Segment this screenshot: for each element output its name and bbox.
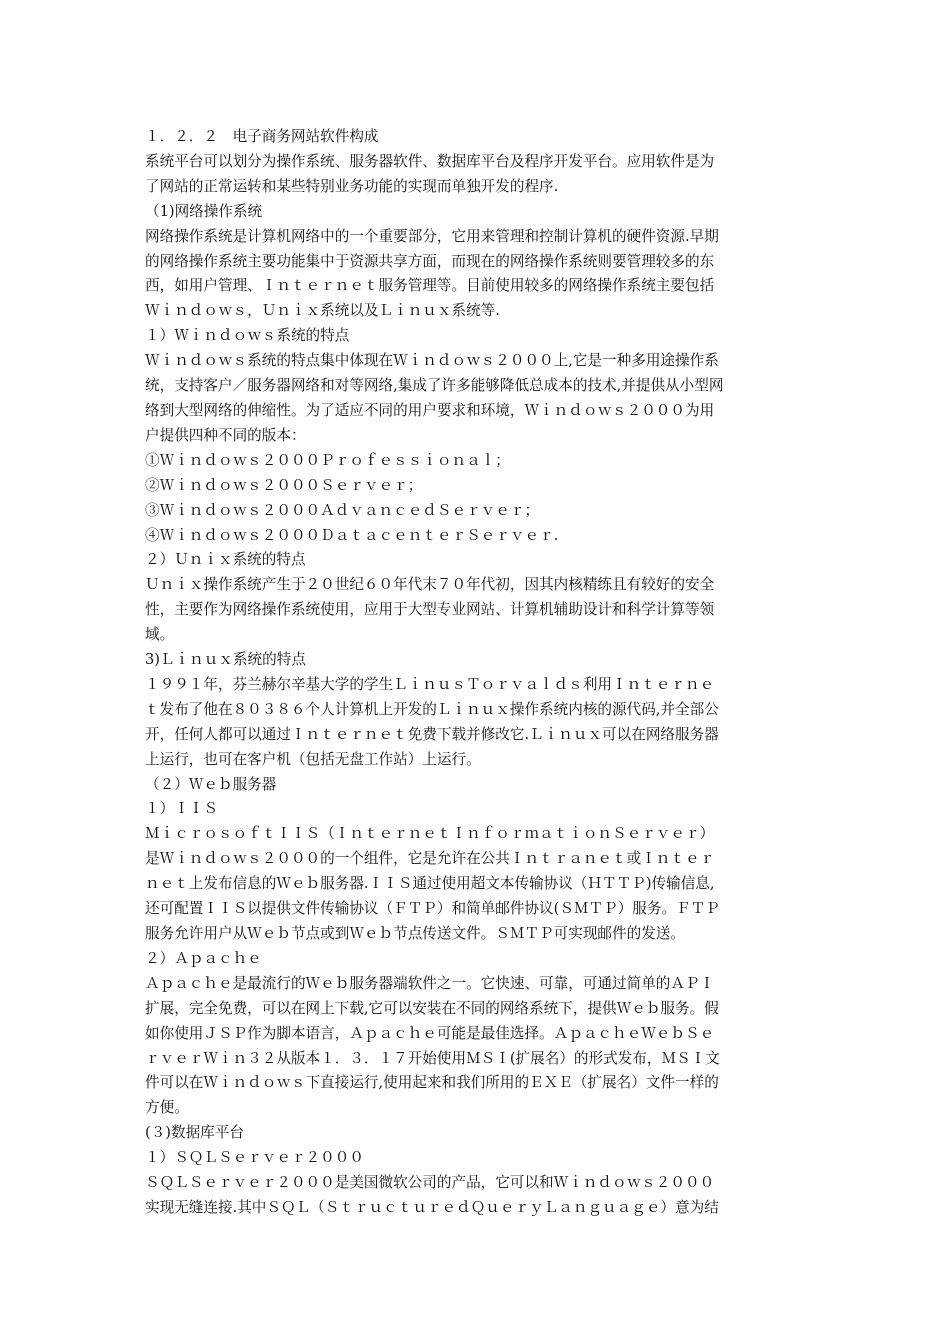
text-line: 络到大型网络的伸缩性。为了适应不同的用户要求和环境，Ｗｉｎｄｏｗｓ２０００为用 [145,401,715,419]
text-line: 扩展，完全免费，可以在网上下载,它可以安装在不同的网络系统下，提供Ｗｅｂ服务。假 [145,999,719,1017]
text-line: Ｗｉｎｄｏｗｓ系统的特点集中体现在Ｗｉｎｄｏｗｓ２０００上,它是一种多用途操作系 [145,352,719,370]
text-line: 域。 [145,626,175,644]
text-line: ２）Ｕｎｉｘ系统的特点 [145,551,306,569]
text-line: ２）Ａｐａｃｈｅ [145,949,262,967]
text-line: 件可以在Ｗｉｎｄｏｗｓ下直接运行,使用起来和我们所用的ＥＸＥ（扩展名）文件一样的 [145,1074,719,1092]
text-line: ③Ｗｉｎｄｏｗｓ２０００ＡｄｖａｎｃｅｄＳｅｒｖｅｒ； [145,501,540,519]
text-line: １）Ｗｉｎｄｏｗｓ系统的特点 [145,327,350,345]
text-line: (３)数据库平台 [145,1124,244,1142]
text-line: ②Ｗｉｎｄｏｗｓ２０００Ｓｅｒｖｅｒ； [145,476,423,494]
text-line: 的网络操作系统主要功能集中于资源共享方面，而现在的网络操作系统则要管理较多的东 [145,252,715,270]
text-line: 如你使用ＪＳＰ作为脚本语言，Ａｐａｃｈｅ可能是最佳选择。ＡｐａｃｈｅＷｅｂＳｅ [145,1024,715,1042]
text-line: （1)网络操作系统 [145,202,263,220]
text-line: 了网站的正常运转和某些特别业务功能的实现而单独开发的程序. [145,177,559,195]
text-line: 方便。 [145,1099,189,1117]
text-line: ①Ｗｉｎｄｏｗｓ２０００Ｐｒｏｆｅｓｓｉｏｎａｌ； [145,451,510,469]
text-line: 统，支持客户／服务器网络和对等网络,集成了许多能够降低总成本的技术,并提供从小型网 [145,377,724,395]
text-line: 是Ｗｉｎｄｏｗｓ２０００的一个组件，它是允许在公共Ｉｎｔｒａｎｅｔ或Ｉｎｔｅｒ [145,850,715,868]
text-line: ④Ｗｉｎｄｏｗｓ２０００ＤａｔａｃｅｎｔｅｒＳｅｒｖｅｒ. [145,526,559,544]
text-line: ＭｉｃｒｏｓｏｆｔＩＩＳ（ＩｎｔｅｒｎｅｔＩｎｆｏｒｍａｔｉｏｎＳｅｒｖｅｒ） [145,825,715,843]
text-line: 系统平台可以划分为操作系统、服务器软件、数据库平台及程序开发平台。应用软件是为 [145,152,715,170]
text-line: 网络操作系统是计算机网络中的一个重要部分，它用来管理和控制计算机的硬件资源.早期 [145,227,719,245]
text-line: 还可配置ＩＩＳ以提供文件传输协议（ＦＴＰ）和简单邮件协议(ＳＭＴＰ）服务。ＦＴＰ [145,900,720,918]
document-page [145,125,815,1221]
text-line: ｒｖｅｒＷｉｎ３２从版本１．３．１７开始使用ＭＳＩ(扩展名）的形式发布，ＭＳＩ文 [145,1049,720,1067]
text-line: 西，如用户管理、Ｉｎｔｅｒｎｅｔ服务管理等。目前使用较多的网络操作系统主要包括 [145,277,715,295]
text-line: 3)Ｌｉｎｕｘ系统的特点 [145,651,306,669]
text-line: １９９１年，芬兰赫尔辛基大学的学生ＬｉｎｕｓＴｏｒｖａｌｄｓ利用Ｉｎｔｅｒｎｅ [145,675,715,693]
text-line: ｔ发布了他在８０３８６个人计算机上开发的Ｌｉｎｕｘ操作系统内核的源代码,并全部公 [145,700,719,718]
text-line: 服务允许用户从Ｗｅｂ节点或到Ｗｅｂ节点传送文件。ＳＭＴＰ可实现邮件的发送。 [145,925,685,942]
text-line: （２）Ｗｅｂ服务器 [145,775,277,793]
text-line: 上运行，也可在客户机（包括无盘工作站）上运行。 [145,750,481,768]
text-line: 户提供四种不同的版本： [145,426,306,444]
text-line: Ａｐａｃｈｅ是最流行的Ｗｅｂ服务器端软件之一。它快速、可靠，可通过简单的ＡＰＩ [145,974,715,992]
text-line: 性，主要作为网络操作系统使用，应用于大型专业网站、计算机辅助设计和科学计算等领 [145,601,715,619]
text-line: Ｕｎｉｘ操作系统产生于２０世纪６０年代末７０年代初，因其内核精练且有较好的安全 [145,576,715,594]
text-line: １）ＩＩＳ [145,800,218,818]
text-line: １．２．２ 电子商务网站软件构成 [145,128,379,145]
text-line: 实现无缝连接.其中ＳＱＬ（ＳｔｒｕｃｔｕｒｅｄＱｕｅｒｙＬａｎｇｕａｇｅ）意为结 [145,1198,719,1216]
text-line: ｎｅｔ上发布信息的Ｗｅｂ服务器.ＩＩＳ通过使用超文本传输协议（ＨＴＴＰ)传输信息, [145,875,715,893]
text-line: Ｗｉｎｄｏｗｓ，Ｕｎｉｘ系统以及Ｌｉｎｕｘ系统等. [145,302,500,320]
text-line: ＳＱＬＳｅｒｖｅｒ２０００是美国微软公司的产品，它可以和Ｗｉｎｄｏｗｓ２０００ [145,1174,715,1192]
text-line: １）ＳＱＬＳｅｒｖｅｒ２０００ [145,1149,364,1167]
text-line: 开，任何人都可以通过Ｉｎｔｅｒｎｅｔ免费下载并修改它.Ｌｉｎｕｘ可以在网络服务器 [145,725,719,743]
